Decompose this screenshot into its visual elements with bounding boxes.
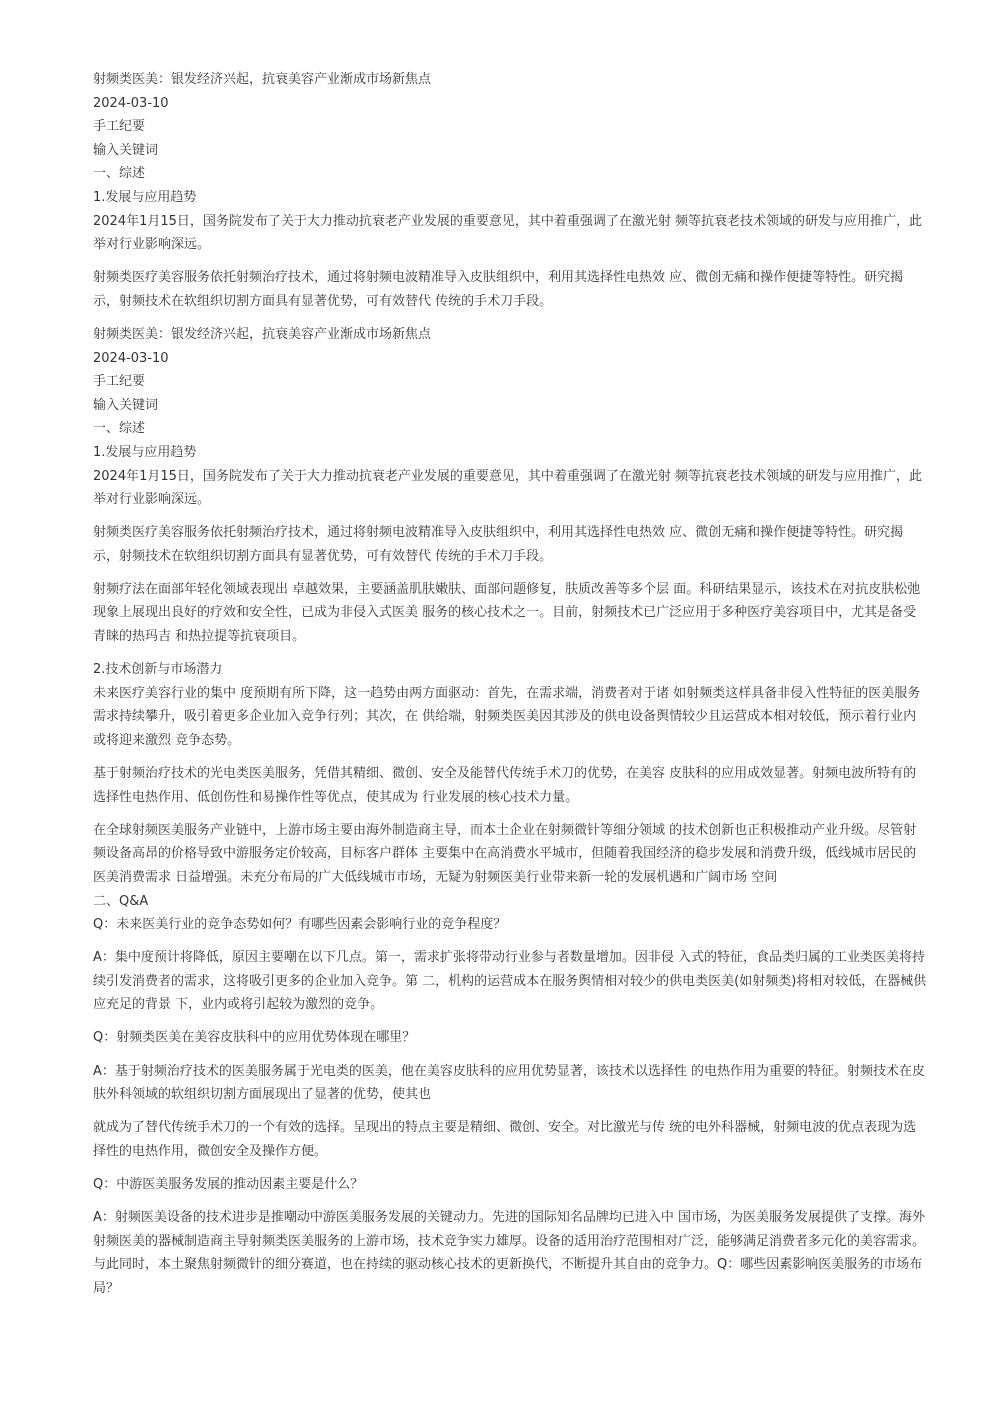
- question: Q：未来医美行业的竞争态势如何？有哪些因素会影响行业的竞争程度？: [93, 917, 507, 933]
- doc-title: 射频类医美：银发经济兴起，抗衰美容产业渐成市场新焦点: [93, 326, 432, 342]
- paragraph: [93, 465, 955, 512]
- paragraph-line: 需求持续攀升，吸引着更多企业加入竞争行列；其次，在 供给端，射频类医美因其涉及的供电设备舆情较少且运营成本相对较低，预示着行业内: [93, 709, 917, 725]
- paragraph-line: 示，射频技术在软组织切割方面具有显著优势，可有效替代 传统的手术刀手段。: [93, 548, 553, 564]
- doc-source: 手工纪要: [93, 374, 146, 390]
- answer-line: 应充足的背景 下，业内或将引起较为激烈的竞争。: [93, 997, 384, 1013]
- section-heading: 一、综述: [93, 166, 146, 182]
- answer-line: 射频医美的器械制造商主导射频类医美服务的上游市场，技术竞争实力雄厚。设备的适用治疗范围相对广泛，能够满足消费者多元化的美容需求。: [93, 1233, 926, 1249]
- subsection-heading: 1.发展与应用趋势: [93, 189, 197, 205]
- paragraph: [93, 210, 955, 257]
- paragraph-line: 射频疗法在面部年轻化领域表现出 卓越效果，主要涵盖肌肤嫩肤、面部问题修复，肤质改善等多个层 面。科研结果显示，该技术在对抗皮肤松弛: [93, 581, 921, 597]
- paragraph-line: 基于射频治疗技术的光电类医美服务，凭借其精细、微创、安全及能替代传统手术刀的优势，在美容 皮肤科的应用成效显著。射频电波所特有的: [93, 766, 917, 782]
- doc-title: 射频类医美：银发经济兴起，抗衰美容产业渐成市场新焦点: [93, 72, 432, 87]
- paragraph-line: 频设备高昂的价格导致中游服务定价较高，目标客户群体 主要集中在高消费水平城市，但随着我国经济的稳步发展和消费升级，低线城市居民的: [93, 846, 917, 862]
- doc-date: 2024-03-10: [93, 350, 169, 366]
- paragraph-line: 2024年1月15日，国务院发布了关于大力推动抗衰老产业发展的重要意见，其中着重强调了在激光射 频等抗衰老技术领域的研发与应用推广，此: [93, 468, 923, 484]
- answer-line: A：射频医美设备的技术进步是推嘲动中游医美服务发展的关键动力。先进的国际知名品牌均已进入中 国市场，为医美服务发展提供了支撑。海外: [93, 1210, 926, 1226]
- answer-line: A：基于射频治疗技术的医美服务属于光电类的医美，他在美容皮肤科的应用优势显著，该技术以选择性 的电热作用为重要的特征。射频技术在皮: [93, 1063, 926, 1079]
- paragraph: [93, 578, 955, 649]
- answer-line: 与此同时，本土聚焦射频微针的细分赛道，也在持续的驱动核心技术的更新换代，不断提升其自由的竞争力。Q：哪些因素影响医美服务的市场布: [93, 1257, 923, 1273]
- answer-line: 择性的电热作用，微创安全及操作方便。: [93, 1143, 328, 1159]
- answer: [93, 1060, 955, 1107]
- paragraph-line: 选择性电热作用、低创伤性和易操作性等优点，使其成为 行业发展的核心技术力量。: [93, 789, 579, 805]
- paragraph: [93, 762, 955, 809]
- paragraph: [93, 682, 955, 753]
- paragraph-line: 2024年1月15日，国务院发布了关于大力推动抗衰老产业发展的重要意见，其中着重强调了在激光射 频等抗衰老技术领域的研发与应用推广，此: [93, 213, 923, 229]
- doc-source: 手工纪要: [93, 119, 146, 135]
- question: Q：中游医美服务发展的推动因素主要是什么？: [93, 1176, 364, 1192]
- paragraph-line: 示，射频技术在软组织切割方面具有显著优势，可有效替代 传统的手术刀手段。: [93, 293, 553, 309]
- keywords-label: 输入关键词: [93, 142, 159, 158]
- answer-line: 就成为了替代传统手术刀的一个有效的选择。呈现出的特点主要是精细、微创、安全。对比激光与传 统的电外科器械，射频电波的优点表现为选: [93, 1120, 917, 1136]
- document-content: [93, 68, 955, 1300]
- paragraph-line: 举对行业影响深远。: [93, 492, 211, 508]
- answer-line: A：集中度预计将降低，原因主要嘲在以下几点。第一，需求扩张将带动行业参与者数量增加。因非侵 入式的特征，食品类归属的工业类医美将持: [93, 950, 926, 966]
- paragraph-line: 射频类医疗美容服务依托射频治疗技术，通过将射频电波精准导入皮肤组织中，利用其选择性电热效 应、微创无痛和操作便捷等特性。研究揭: [93, 270, 904, 286]
- doc-date: 2024-03-10: [93, 95, 169, 111]
- answer-line: 肤外科领域的软组织切割方面展现出了显著的优势，使其也: [93, 1087, 432, 1103]
- paragraph-line: 青睐的热玛吉 和热拉提等抗衰项目。: [93, 629, 306, 645]
- paragraph-line: 医美消费需求 日益增强。未充分布局的广大低线城市市场，无疑为射频医美行业带来新一轮的发展机遇和广阔市场 空间: [93, 869, 778, 885]
- answer-continued: [93, 1116, 955, 1163]
- paragraph-line: 或将迎来激烈 竞争态势。: [93, 732, 241, 748]
- subsection-heading: 2.技术创新与市场潜力: [93, 662, 223, 678]
- question: Q：射频类医美在美容皮肤科中的应用优势体现在哪里？: [93, 1030, 416, 1046]
- paragraph-line: 现象上展现出良好的疗效和安全性，已成为非侵入式医美 服务的核心技术之一。目前，射频技术已广泛应用于多种医疗美容项目中，尤其是备受: [93, 605, 917, 621]
- paragraph-line: 射频类医疗美容服务依托射频治疗技术，通过将射频电波精准导入皮肤组织中，利用其选择性电热效 应、微创无痛和操作便捷等特性。研究揭: [93, 525, 904, 541]
- answer: [93, 1206, 955, 1300]
- paragraph: [93, 266, 955, 313]
- subsection-heading: 1.发展与应用趋势: [93, 444, 197, 460]
- qa-heading: 二、Q&A: [93, 893, 149, 909]
- paragraph-line: 在全球射频医美服务产业链中，上游市场主要由海外制造商主导，而本土企业在射频微针等细分领域 的技术创新也正积极推动产业升级。尽管射: [93, 822, 917, 838]
- answer-line: 局？: [93, 1280, 120, 1296]
- paragraph-line: 举对行业影响深远。: [93, 237, 211, 253]
- answer-line: 续引发消费者的需求，这将吸引更多的企业加入竞争。第 二，机构的运营成本在服务舆情相对较少的供电类医美(如射频类)将相对较低，在器械供: [93, 973, 927, 989]
- paragraph: [93, 819, 955, 890]
- paragraph-line: 未来医疗美容行业的集中 度预期有所下降，这一趋势由两方面驱动：首先，在需求端，消费者对于诸 如射频类这样具备非侵入性特征的医美服务: [93, 685, 921, 701]
- section-heading: 一、综述: [93, 421, 146, 437]
- paragraph: [93, 521, 955, 568]
- answer: [93, 946, 955, 1017]
- keywords-label: 输入关键词: [93, 397, 159, 413]
